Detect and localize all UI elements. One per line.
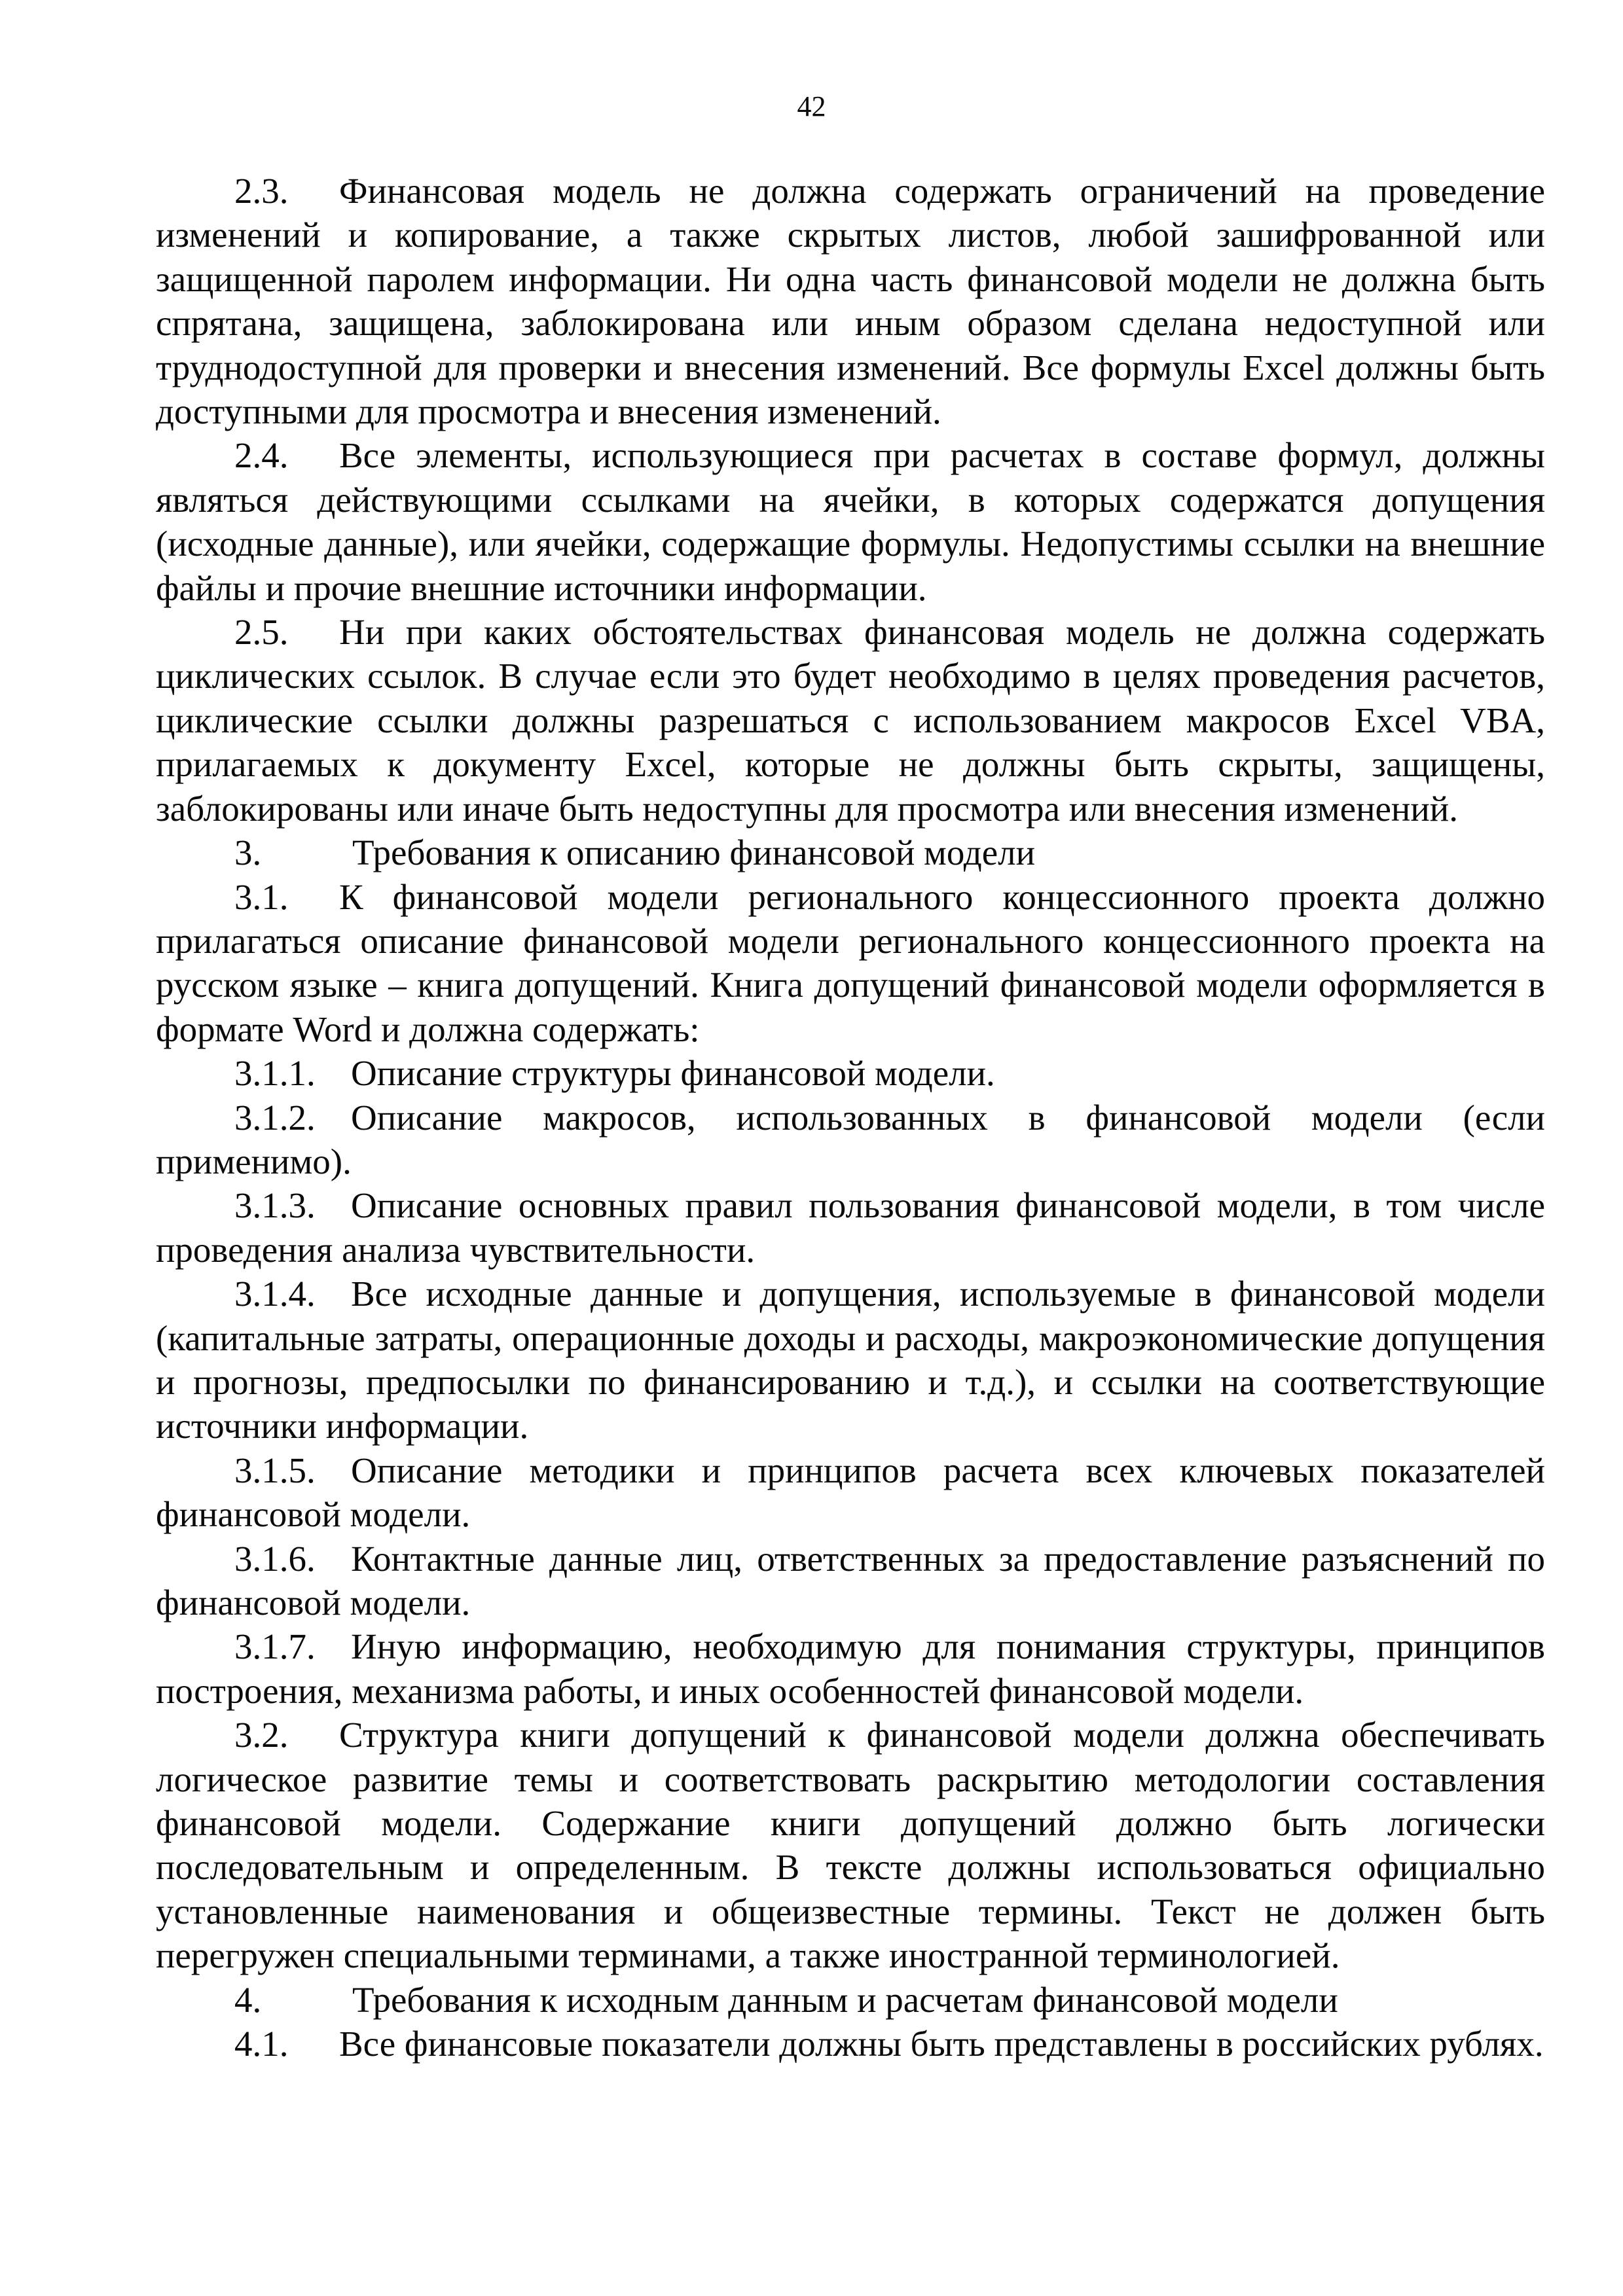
paragraph-text: Ни при каких обстоятельствах финансовая модель не должна содержать циклических ссылок. В случае если это будет необходимо в целях проведения расчетов, циклические ссылки должны разрешаться с использованием макросов Excel VBA, прилагаемых к документу Excel, которые не должны быть скрыты, защищены, заблокированы или иначе быть недоступны для просмотра или внесения изменений.	[156, 612, 1545, 829]
paragraph-3-1-1	[156, 1051, 1545, 1095]
section-title: Требования к исходным данным и расчетам финансовой модели	[352, 1979, 1338, 2020]
paragraph-3-1	[156, 875, 1545, 1052]
paragraph-number: 2.4.	[234, 435, 289, 476]
paragraph-text: Описание основных правил пользования финансовой модели, в том числе проведения анализа чувствительности.	[156, 1185, 1545, 1270]
paragraph-text: Описание макросов, использованных в финансовой модели (если применимо).	[156, 1097, 1545, 1181]
paragraph-3-2	[156, 1713, 1545, 1977]
paragraph-text: Все элементы, использующиеся при расчетах в составе формул, должны являться действующими ссылками на ячейки, в которых содержатся допущения (исходные данные), или ячейки, содержащие формулы. Недопустимы ссылки на внешние файлы и прочие внешние источники информации.	[156, 435, 1545, 608]
paragraph-number: 3.1.3.	[234, 1185, 316, 1226]
paragraph-number: 2.5.	[234, 612, 289, 653]
paragraph-number: 3.1.2.	[234, 1097, 316, 1138]
paragraph-text: Все исходные данные и допущения, используемые в финансовой модели (капитальные затраты, операционные доходы и расходы, макроэкономические допущения и прогнозы, предпосылки по финансированию и т.д.), и ссылки на соответствующие источники информации.	[156, 1274, 1545, 1446]
section-number: 3.	[234, 833, 262, 873]
section-title: Требования к описанию финансовой модели	[352, 833, 1036, 873]
page-number: 42	[797, 90, 826, 122]
paragraph-4-1	[156, 2022, 1545, 2066]
section-number: 4.	[234, 1979, 262, 2020]
paragraph-text: Все финансовые показатели должны быть представлены в российских рублях.	[339, 2024, 1544, 2064]
paragraph-2-3	[156, 169, 1545, 433]
paragraph-number: 4.1.	[234, 2024, 289, 2064]
paragraph-number: 3.1.7.	[234, 1626, 316, 1667]
paragraph-number: 3.2.	[234, 1715, 289, 1755]
paragraph-text: Описание методики и принципов расчета всех ключевых показателей финансовой модели.	[156, 1450, 1545, 1535]
paragraph-text: Иную информацию, необходимую для понимания структуры, принципов построения, механизма работы, и иных особенностей финансовой модели.	[156, 1626, 1545, 1711]
paragraph-text: Описание структуры финансовой модели.	[351, 1053, 995, 1094]
paragraph-number: 3.1.	[234, 876, 289, 917]
paragraph-3-1-6	[156, 1537, 1545, 1625]
paragraph-text: Контактные данные лиц, ответственных за предоставление разъяснений по финансовой модели.	[156, 1538, 1545, 1623]
paragraph-3-1-2	[156, 1096, 1545, 1184]
paragraph-number: 3.1.4.	[234, 1274, 316, 1314]
paragraph-text: Финансовая модель не должна содержать ограничений на проведение изменений и копирование, а также скрытых листов, любой зашифрованной или защищенной паролем информации. Ни одна часть финансовой модели не должна быть спрятана, защищена, заблокирована или иным образом сделана недоступной или труднодоступной для проверки и внесения изменений. Все формулы Excel должны быть доступными для просмотра и внесения изменений.	[156, 171, 1545, 432]
paragraph-number: 2.3.	[234, 171, 289, 211]
paragraph-3-1-7	[156, 1624, 1545, 1713]
section-heading-3	[156, 831, 1545, 874]
paragraph-text: Структура книги допущений к финансовой модели должна обеспечивать логическое развитие темы и соответствовать раскрытию методологии составления финансовой модели. Содержание книги допущений должно быть логически последовательным и определенным. В тексте должны использоваться официально установленные наименования и общеизвестные термины. Текст не должен быть перегружен специальными терминами, а также иностранной терминологией.	[156, 1715, 1545, 1976]
paragraph-text: К финансовой модели регионального концессионного проекта должно прилагаться описание финансовой модели регионального концессионного проекта на русском языке – книга допущений. Книга допущений финансовой модели оформляется в формате Word и должна содержать:	[156, 876, 1545, 1049]
paragraph-3-1-4	[156, 1272, 1545, 1448]
paragraph-3-1-3	[156, 1183, 1545, 1272]
document-body	[156, 169, 1545, 2066]
paragraph-2-5	[156, 610, 1545, 831]
paragraph-number: 3.1.1.	[234, 1053, 316, 1094]
paragraph-3-1-5	[156, 1448, 1545, 1537]
paragraph-number: 3.1.5.	[234, 1450, 316, 1490]
paragraph-number: 3.1.6.	[234, 1538, 316, 1579]
section-heading-4	[156, 1978, 1545, 2022]
paragraph-2-4	[156, 433, 1545, 610]
